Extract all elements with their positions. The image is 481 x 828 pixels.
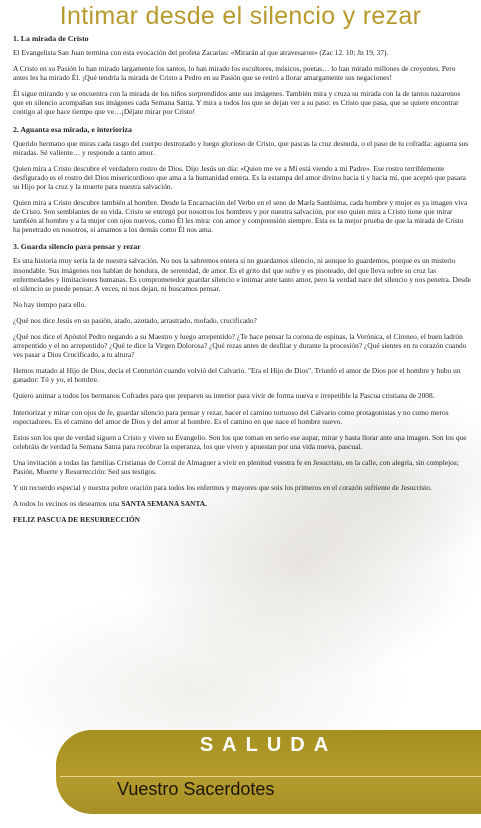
section-heading-2: 2. Aguanta esa mirada, e interioriza	[13, 124, 132, 134]
signature-text: Vuestro Sacerdotes	[117, 779, 275, 799]
paragraph: No hay tiempo para ello.	[13, 299, 87, 309]
paragraph: Estos son los que de verdad siguen a Cristo y viven su Evangelio. Son los que toman en serio ese aupar, mirar y hasta llorar ante una imagen. Son los que celebráis de verdad la Semana Santa para recobrar la esperanza, los que viven y apuestan por una vida nueva, pascual.	[13, 432, 467, 451]
saluda-label: SALUDA	[199, 734, 338, 756]
paragraph: ¿Qué nos dice Jesús en su pasión, atado, azotado, arrastrado, mofado, crucificado?	[13, 315, 257, 325]
paragraph: Él sigue mirando y se encuentra con la mirada de los niños sorprendidos ante sus imágenes. También mira y cruza su mirada con la de tantos nazarenos que en silencio acompañan sus imágenes cada Semana Santa. Y mira a todos los que se dejan ver a su paso: es Cristo que pasa, que se quiere encontrar contigo al que hace tiempo que ve…¡Déjate mirar por Cristo!	[13, 89, 461, 117]
paragraph: A Cristo en su Pasión lo han mirado largamente los santos, lo han mirado los escultores, músicos, poetas… lo han mirado millones de creyentes. Pero antes les ha mirado Él. ¡Qué tendría la mirada de Cristo a Pedro en su Pasión que se retiró a llorar amargamente sus negaciones!	[13, 64, 456, 83]
closing-highlight: SANTA SEMANA SANTA.	[121, 499, 207, 509]
paragraph: Hemos matado al Hijo de Dios, decía el Centurión cuando volvió del Calvario. "Era el Hijo de Dios". Triunfó el amor de Dios por el hombre y hubo un ganador: Tú y yo, el hombre.	[13, 366, 461, 385]
paragraph: Quiero animar a todos los hermanos Cofrades para que preparen su interior para vivir de forma nueva e irrepetible la Pascua cristiana de 2008.	[13, 391, 435, 401]
closing-prefix: A todos lo vecinos os deseamos una	[13, 499, 122, 509]
banner-divider	[60, 776, 481, 777]
page-title: Intimar desde el silencio y rezar	[59, 2, 422, 30]
paragraph: Querido hermano que miras cada rasgo del cuerpo destrozado y luego glorioso de Cristo, que pascas la cruz desnuda, o el paso de tu cofradía: aguanta sus miradas. Sé valiente… y responde a tanto amor.	[13, 138, 469, 157]
paragraph: Una invitación a todas las familias Cristianas de Corral de Almaguer a vivir en plenitud vuestra fe en Jesucristo, en la calle, con alegría, sin complejos; Pasión, Muerte y Resurrección: Sed sus testigos.	[13, 457, 459, 476]
paragraph: Y un recuerdo especial y nuestra pobre oración para todos los enfermos y mayores que sois los primeros en el corazón sufriente de Jesucristo.	[13, 483, 432, 493]
paragraph: Quien mira a Cristo descubre también al hombre. Desde la Encarnación del Verbo en el seno de María Santísima, cada hombre y mujer es ya imagen viva de Cristo. Son semblantes de su vida. Cristo se entregó por nosotros los hombres y por nuestra salvación, por eso quien mira a Cristo tiene que mirar también al hombre y a la mujer con ojos nuevos, como Él les mira: con amor y comprensión siempre. Esta es la mejor prueba de que la mirada de Cristo ha penetrado en nosotros, si amamos a los demás como Él nos ama.	[13, 198, 468, 235]
paragraph: ¿Qué nos dice el Apóstol Pedro negando a su Maestro y luego arrepentido? ¿Te hace pensar la corona de espinas, la Verónica, el Cireneo, el buen ladrón arrepentido y el no arrepentido? ¿Qué te dice la Virgen Dolorosa? ¿Qué rezas antes de desfilar y durante la procesión? ¿Qué sientes en tu corazón cuando ves pasar a Dios Crucificado, a tu altura?	[13, 331, 467, 360]
paragraph: Es una historia muy seria la de nuestra salvación. No nos la sabremos entera si no guardamos silencio, ni aunque lo guardemos, porque es un misterio insondable. Sus imágenes nos hablan de hondura, de serenidad, de amor. Es el grito del que sufre y es pisoteado, del que lleva sobre su cruz las enfermedades y limitaciones humanas. Es comprometedor guardar silencio e intimar ante tanto amor, pero la verdad nace del silencio y nos penetra. Desde el silencio se puede pensar. A veces, ni nos dejan, ni buscamos pensar.	[13, 256, 471, 293]
section-heading-1: 1. La mirada de Cristo	[13, 34, 89, 43]
article-body	[13, 34, 471, 531]
paragraph: Interiorizar y mirar con ojos de fe, guardar silencio para pensar y rezar, hacer el camino tortuoso del Calvario como protagonistas y no como meros espectadores. Es el camino del amor de Dios y del amor al hombre. Es el camino en que nace el hombre nuevo.	[13, 407, 449, 426]
paragraph: Quien mira a Cristo descubre el verdadero rostro de Dios. Dijo Jesús un día: «Quien me ve a Mí está viendo a mi Padre». Ese rostro terriblemente desfigurado es el rostro del Dios misericordioso que ama a la humanidad entera. Es la estampa del amor divino hacia ti y hacia mí, que aceptó que pasara su Hijo por la cruz y la muerte para nuestra salvación.	[13, 163, 466, 191]
closing-line	[13, 499, 471, 508]
closing-final: FELIZ PASCUA DE RESURRECCIÓN	[13, 515, 140, 525]
section-heading-3: 3. Guarda silencio para pensar y rezar	[13, 242, 141, 252]
paragraph: El Evangelista San Juan termina con esta evocación del profeta Zacarías: «Mirarán al que atravesaron» (Zac 12. 10; Jn 19, 37).	[13, 48, 389, 57]
